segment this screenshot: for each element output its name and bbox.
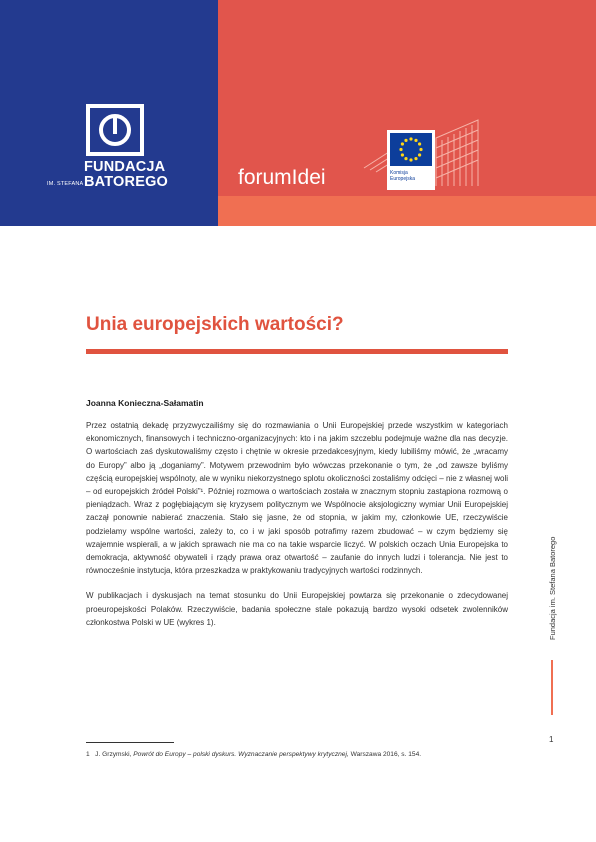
ec-label-line1: Komisja xyxy=(390,170,408,176)
footnote-author: J. Grzymski, xyxy=(95,751,132,758)
side-running-label: Fundacja im. Stefana Batorego xyxy=(548,536,557,640)
article-body xyxy=(86,419,508,629)
foundation-name-line1: FUNDACJA xyxy=(84,159,166,175)
footnote-marker: 1 xyxy=(86,751,90,758)
foundation-name-line2: BATOREGO xyxy=(84,174,169,190)
footnote-rest: Warszawa 2016, s. 154. xyxy=(350,751,422,758)
side-accent-rule xyxy=(551,660,553,715)
footnote xyxy=(86,751,421,758)
footnote-title: Powrót do Europy – polski dyskurs. Wyznaczanie perspektywy krytycznej, xyxy=(133,751,349,758)
title-underline xyxy=(86,349,508,354)
eu-flag-icon xyxy=(390,133,432,166)
page-number: 1 xyxy=(549,735,554,744)
ec-logo-label xyxy=(390,170,415,182)
article-author: Joanna Konieczna-Sałamatin xyxy=(86,398,204,408)
body-paragraph-1: Przez ostatnią dekadę przyzwyczailiśmy się do rozmawiania o Unii Europejskiej przede wszystkim w kategoriach ekonomicznych, finansowych i techniczno-organizacyjnych: kto i na jakim szczeblu podejmuje ważne dla nas decyzje. O wartościach zaś dyskutowaliśmy często i chętnie w okresie przedakcesyjnym, kiedy lubiliśmy mówić, że „wracamy do Europy” albo ją „doganiamy”. Motywem przewodnim było wówczas przekonanie o tym, że „od zawsze byliśmy częścią europejskiej wspólnoty, ale w wyniku niekorzystnego splotu okoliczności zostaliśmy odcięci – nie z własnej woli – od europejskich źródeł Polski”¹. Później rozmowa o wartościach została w znacznym stopniu zastąpiona rozmową o pieniądzach. Wraz z pogłębiającym się kryzysem politycznym we Wspólnocie aksjologiczny wymiar Unii Europejskiej zaczął ponownie nabierać znaczenia. Stało się jasne, że od stopnia, w jakim my, członkowie UE, rzeczywiście podzielamy wspólne wartości, zależy to, co i w jaki sposób potrafimy razem zbudować – w czym będziemy się wzajemnie wspierali, a w jakich sprawach nie ma co na takie wsparcie liczyć. W polskich oczach Unia Europejska to demokracja, aktywność obywateli i rządy prawa oraz otwartość – zaufanie do innych ludzi i tolerancja. Nie jest to równocześnie instytucja, która przeszkadza w praktykowaniu tradycyjnych wartości rodzinnych. xyxy=(86,421,508,576)
foundation-logo-icon xyxy=(84,104,146,158)
body-paragraph-2: W publikacjach i dyskusjach na temat stosunku do Unii Europejskiej powtarza się przekonanie o zdecydowanej proeuropejskości Polaków. Rzeczywiście, badania społeczne stale pokazują bardzo wysoki odsetek zwolenników członkostwa Polski w UE (wykres 1). xyxy=(86,591,508,627)
series-title: forumIdei xyxy=(238,166,326,189)
header-coral-strip xyxy=(218,196,596,226)
foundation-name-sub: IM. STEFANA xyxy=(47,181,84,187)
article-title: Unia europejskich wartości? xyxy=(86,314,344,335)
ec-label-line2: Europejska xyxy=(390,176,416,182)
footnote-separator xyxy=(86,742,174,743)
